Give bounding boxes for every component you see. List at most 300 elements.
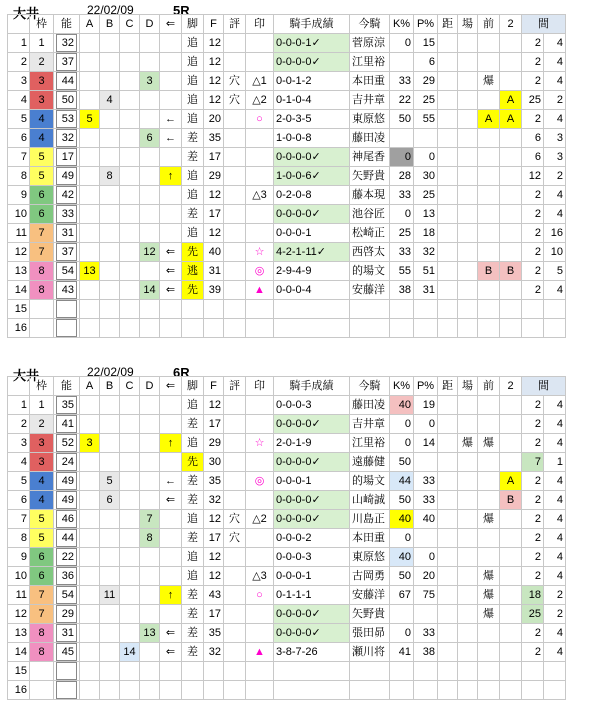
col-d-cell bbox=[140, 567, 160, 586]
jockey-cell: 江里裕 bbox=[350, 434, 390, 453]
col-b-cell bbox=[100, 148, 120, 167]
prev-cell bbox=[478, 300, 500, 319]
mark-cell bbox=[246, 34, 274, 53]
p-percent-cell bbox=[414, 529, 438, 548]
header-15: 距 bbox=[438, 377, 458, 396]
eval-cell bbox=[224, 662, 246, 681]
place-cell bbox=[458, 262, 478, 281]
rating-box bbox=[56, 662, 77, 680]
interval-2-cell: 4 bbox=[544, 567, 566, 586]
table-row bbox=[8, 281, 566, 300]
distance-cell bbox=[438, 472, 458, 491]
leg-cell: 先 bbox=[182, 243, 204, 262]
arrow-cell: ⇐ bbox=[160, 281, 182, 300]
distance-cell bbox=[438, 72, 458, 91]
f-cell: 17 bbox=[204, 205, 224, 224]
p-percent-cell: 25 bbox=[414, 186, 438, 205]
race-table-5r bbox=[7, 14, 566, 338]
mark-cell: △3 bbox=[246, 567, 274, 586]
p-percent-cell: 38 bbox=[414, 643, 438, 662]
two-cell bbox=[500, 167, 522, 186]
col-a-cell bbox=[80, 472, 100, 491]
leg-cell: 追 bbox=[182, 548, 204, 567]
f-cell: 31 bbox=[204, 262, 224, 281]
col-c-cell bbox=[120, 415, 140, 434]
jockey-cell bbox=[350, 300, 390, 319]
header-9: 評 bbox=[224, 377, 246, 396]
f-cell: 40 bbox=[204, 243, 224, 262]
rating-cell bbox=[54, 167, 80, 186]
rating-box: 53 bbox=[56, 110, 77, 128]
p-percent-cell bbox=[414, 319, 438, 338]
jockey-cell: 本田重 bbox=[350, 529, 390, 548]
col-a-cell: 3 bbox=[80, 434, 100, 453]
rating-cell bbox=[54, 491, 80, 510]
rating-cell bbox=[54, 415, 80, 434]
k-percent-cell bbox=[390, 129, 414, 148]
interval-1-cell bbox=[522, 300, 544, 319]
leg-cell: 先 bbox=[182, 281, 204, 300]
eval-cell bbox=[224, 129, 246, 148]
mark-cell bbox=[246, 453, 274, 472]
two-cell bbox=[500, 415, 522, 434]
rating-box: 36 bbox=[56, 567, 77, 585]
two-cell bbox=[500, 510, 522, 529]
header-19: 間 bbox=[522, 15, 566, 34]
race-label: 6R bbox=[173, 365, 190, 380]
col-d-cell bbox=[140, 53, 160, 72]
p-percent-cell: 20 bbox=[414, 567, 438, 586]
leg-cell: 差 bbox=[182, 529, 204, 548]
arrow-cell bbox=[160, 186, 182, 205]
header-8: F bbox=[204, 377, 224, 396]
col-a-cell bbox=[80, 453, 100, 472]
prev-cell bbox=[478, 148, 500, 167]
k-percent-cell: 50 bbox=[390, 453, 414, 472]
place-cell bbox=[458, 148, 478, 167]
f-cell: 12 bbox=[204, 224, 224, 243]
two-cell bbox=[500, 53, 522, 72]
rating-cell bbox=[54, 472, 80, 491]
jockey-cell: 遠藤健 bbox=[350, 453, 390, 472]
row-number: 8 bbox=[8, 529, 30, 548]
col-b-cell: 4 bbox=[100, 91, 120, 110]
frame-cell: 7 bbox=[30, 243, 54, 262]
rating-box: 22 bbox=[56, 548, 77, 566]
col-d-cell: 14 bbox=[140, 281, 160, 300]
rating-cell bbox=[54, 110, 80, 129]
rating-cell bbox=[54, 243, 80, 262]
k-percent-cell: 0 bbox=[390, 34, 414, 53]
table-row bbox=[8, 681, 566, 700]
venue-label: 大井 bbox=[13, 368, 40, 383]
mark-cell bbox=[246, 396, 274, 415]
k-percent-cell: 44 bbox=[390, 472, 414, 491]
leg-cell: 差 bbox=[182, 624, 204, 643]
col-d-cell bbox=[140, 319, 160, 338]
prev-cell bbox=[478, 548, 500, 567]
place-cell bbox=[458, 510, 478, 529]
jockey-cell bbox=[350, 319, 390, 338]
prev-cell bbox=[478, 205, 500, 224]
interval-1-cell: 6 bbox=[522, 148, 544, 167]
two-cell: A bbox=[500, 91, 522, 110]
k-percent-cell: 50 bbox=[390, 567, 414, 586]
col-a-cell bbox=[80, 205, 100, 224]
header-12: 今騎 bbox=[350, 377, 390, 396]
arrow-cell: ← bbox=[160, 129, 182, 148]
col-c-cell bbox=[120, 529, 140, 548]
frame-cell: 3 bbox=[30, 72, 54, 91]
place-cell bbox=[458, 53, 478, 72]
jockey-record-cell: 0-0-1-2 bbox=[274, 72, 350, 91]
prev-cell: B bbox=[478, 262, 500, 281]
interval-2-cell: 3 bbox=[544, 148, 566, 167]
prev-cell: A bbox=[478, 110, 500, 129]
col-b-cell bbox=[100, 624, 120, 643]
prev-cell bbox=[478, 224, 500, 243]
col-d-cell bbox=[140, 167, 160, 186]
frame-cell: 4 bbox=[30, 110, 54, 129]
arrow-cell bbox=[160, 148, 182, 167]
place-cell bbox=[458, 300, 478, 319]
p-percent-cell: 33 bbox=[414, 491, 438, 510]
col-c-cell bbox=[120, 586, 140, 605]
distance-cell bbox=[438, 529, 458, 548]
table-row bbox=[8, 586, 566, 605]
col-c-cell bbox=[120, 300, 140, 319]
p-percent-cell bbox=[414, 300, 438, 319]
table-row bbox=[8, 662, 566, 681]
interval-2-cell: 10 bbox=[544, 243, 566, 262]
p-percent-cell: 0 bbox=[414, 148, 438, 167]
rating-cell bbox=[54, 643, 80, 662]
place-cell bbox=[458, 91, 478, 110]
col-a-cell bbox=[80, 129, 100, 148]
f-cell: 35 bbox=[204, 472, 224, 491]
distance-cell bbox=[438, 53, 458, 72]
rating-box: 46 bbox=[56, 510, 77, 528]
col-c-cell bbox=[120, 510, 140, 529]
arrow-cell bbox=[160, 72, 182, 91]
header-15: 距 bbox=[438, 15, 458, 34]
mark-cell: ▲ bbox=[246, 643, 274, 662]
row-number: 7 bbox=[8, 148, 30, 167]
header-3: B bbox=[100, 15, 120, 34]
rating-cell bbox=[54, 548, 80, 567]
leg-cell: 差 bbox=[182, 129, 204, 148]
interval-2-cell: 4 bbox=[544, 415, 566, 434]
k-percent-cell: 50 bbox=[390, 491, 414, 510]
jockey-record-cell: 1-0-0-6✓ bbox=[274, 167, 350, 186]
eval-cell bbox=[224, 110, 246, 129]
col-d-cell bbox=[140, 110, 160, 129]
interval-1-cell: 2 bbox=[522, 510, 544, 529]
distance-cell bbox=[438, 319, 458, 338]
header-corner bbox=[8, 377, 30, 396]
place-cell bbox=[458, 662, 478, 681]
two-cell: A bbox=[500, 472, 522, 491]
k-percent-cell: 0 bbox=[390, 624, 414, 643]
table-row bbox=[8, 34, 566, 53]
interval-1-cell: 2 bbox=[522, 567, 544, 586]
leg-cell bbox=[182, 681, 204, 700]
mark-cell bbox=[246, 662, 274, 681]
col-d-cell bbox=[140, 300, 160, 319]
p-percent-cell bbox=[414, 681, 438, 700]
table-row bbox=[8, 434, 566, 453]
k-percent-cell: 0 bbox=[390, 148, 414, 167]
jockey-record-cell: 2-9-4-9 bbox=[274, 262, 350, 281]
col-b-cell bbox=[100, 396, 120, 415]
eval-cell bbox=[224, 205, 246, 224]
table-row bbox=[8, 453, 566, 472]
p-percent-cell: 75 bbox=[414, 586, 438, 605]
two-cell bbox=[500, 300, 522, 319]
col-b-cell bbox=[100, 662, 120, 681]
interval-2-cell: 4 bbox=[544, 205, 566, 224]
prev-cell bbox=[478, 662, 500, 681]
leg-cell: 先 bbox=[182, 453, 204, 472]
p-percent-cell: 33 bbox=[414, 472, 438, 491]
f-cell: 12 bbox=[204, 186, 224, 205]
mark-cell bbox=[246, 415, 274, 434]
f-cell: 17 bbox=[204, 415, 224, 434]
leg-cell: 差 bbox=[182, 605, 204, 624]
interval-2-cell bbox=[544, 662, 566, 681]
interval-1-cell: 2 bbox=[522, 262, 544, 281]
header-17: 前 bbox=[478, 15, 500, 34]
rating-box bbox=[56, 300, 77, 318]
place-cell bbox=[458, 491, 478, 510]
row-number: 11 bbox=[8, 586, 30, 605]
jockey-record-cell: 0-1-1-1 bbox=[274, 586, 350, 605]
col-d-cell bbox=[140, 586, 160, 605]
jockey-cell: 神尾香 bbox=[350, 148, 390, 167]
rating-cell bbox=[54, 281, 80, 300]
interval-1-cell: 2 bbox=[522, 224, 544, 243]
two-cell: B bbox=[500, 262, 522, 281]
k-percent-cell: 0 bbox=[390, 415, 414, 434]
race-table-6r bbox=[7, 376, 566, 700]
eval-cell: 穴 bbox=[224, 91, 246, 110]
two-cell bbox=[500, 205, 522, 224]
frame-cell: 3 bbox=[30, 453, 54, 472]
frame-cell: 6 bbox=[30, 186, 54, 205]
f-cell: 29 bbox=[204, 167, 224, 186]
col-c-cell bbox=[120, 319, 140, 338]
leg-cell: 追 bbox=[182, 110, 204, 129]
col-a-cell bbox=[80, 148, 100, 167]
distance-cell bbox=[438, 643, 458, 662]
interval-1-cell bbox=[522, 681, 544, 700]
interval-2-cell: 2 bbox=[544, 586, 566, 605]
distance-cell bbox=[438, 453, 458, 472]
k-percent-cell bbox=[390, 662, 414, 681]
jockey-record-cell: 0-0-0-0✓ bbox=[274, 624, 350, 643]
arrow-cell: ← bbox=[160, 110, 182, 129]
place-cell bbox=[458, 624, 478, 643]
col-a-cell bbox=[80, 605, 100, 624]
frame-cell: 8 bbox=[30, 643, 54, 662]
f-cell: 43 bbox=[204, 586, 224, 605]
col-a-cell bbox=[80, 681, 100, 700]
frame-cell bbox=[30, 319, 54, 338]
rating-box: 32 bbox=[56, 129, 77, 147]
mark-cell: ☆ bbox=[246, 434, 274, 453]
distance-cell bbox=[438, 681, 458, 700]
two-cell bbox=[500, 281, 522, 300]
col-d-cell bbox=[140, 662, 160, 681]
table-row bbox=[8, 110, 566, 129]
leg-cell: 追 bbox=[182, 224, 204, 243]
two-cell bbox=[500, 643, 522, 662]
col-b-cell bbox=[100, 548, 120, 567]
col-d-cell bbox=[140, 434, 160, 453]
jockey-record-cell: 2-0-3-5 bbox=[274, 110, 350, 129]
k-percent-cell: 55 bbox=[390, 262, 414, 281]
distance-cell bbox=[438, 205, 458, 224]
prev-cell bbox=[478, 186, 500, 205]
col-d-cell: 13 bbox=[140, 624, 160, 643]
col-a-cell bbox=[80, 224, 100, 243]
two-cell bbox=[500, 681, 522, 700]
jockey-cell: 吉井章 bbox=[350, 415, 390, 434]
arrow-cell bbox=[160, 662, 182, 681]
interval-2-cell: 2 bbox=[544, 605, 566, 624]
col-d-cell bbox=[140, 396, 160, 415]
prev-cell bbox=[478, 34, 500, 53]
p-percent-cell: 29 bbox=[414, 72, 438, 91]
row-number: 1 bbox=[8, 396, 30, 415]
k-percent-cell: 22 bbox=[390, 91, 414, 110]
arrow-cell: ⇐ bbox=[160, 243, 182, 262]
mark-cell bbox=[246, 129, 274, 148]
col-b-cell bbox=[100, 415, 120, 434]
frame-cell: 7 bbox=[30, 605, 54, 624]
eval-cell bbox=[224, 186, 246, 205]
prev-cell bbox=[478, 281, 500, 300]
eval-cell bbox=[224, 624, 246, 643]
p-percent-cell: 33 bbox=[414, 624, 438, 643]
table-row bbox=[8, 491, 566, 510]
p-percent-cell bbox=[414, 453, 438, 472]
mark-cell bbox=[246, 624, 274, 643]
header-0: 枠 bbox=[30, 377, 54, 396]
interval-2-cell: 4 bbox=[544, 434, 566, 453]
p-percent-cell: 18 bbox=[414, 224, 438, 243]
col-c-cell bbox=[120, 453, 140, 472]
p-percent-cell: 40 bbox=[414, 510, 438, 529]
arrow-cell: ↑ bbox=[160, 434, 182, 453]
jockey-record-cell: 0-0-0-4 bbox=[274, 281, 350, 300]
interval-2-cell: 5 bbox=[544, 262, 566, 281]
p-percent-cell: 0 bbox=[414, 548, 438, 567]
table-row bbox=[8, 510, 566, 529]
rating-box: 42 bbox=[56, 186, 77, 204]
k-percent-cell: 0 bbox=[390, 205, 414, 224]
mark-cell: ○ bbox=[246, 586, 274, 605]
interval-1-cell: 6 bbox=[522, 129, 544, 148]
frame-cell: 1 bbox=[30, 34, 54, 53]
distance-cell bbox=[438, 300, 458, 319]
row-number: 13 bbox=[8, 262, 30, 281]
interval-1-cell: 2 bbox=[522, 243, 544, 262]
arrow-cell bbox=[160, 415, 182, 434]
arrow-cell bbox=[160, 319, 182, 338]
col-c-cell bbox=[120, 434, 140, 453]
mark-cell: ☆ bbox=[246, 243, 274, 262]
col-c-cell bbox=[120, 224, 140, 243]
place-cell bbox=[458, 586, 478, 605]
two-cell bbox=[500, 129, 522, 148]
place-cell bbox=[458, 453, 478, 472]
header-corner bbox=[8, 15, 30, 34]
prev-cell: 爆 bbox=[478, 586, 500, 605]
jockey-cell: 吉井章 bbox=[350, 91, 390, 110]
distance-cell bbox=[438, 34, 458, 53]
row-number: 6 bbox=[8, 129, 30, 148]
leg-cell bbox=[182, 662, 204, 681]
table-row bbox=[8, 262, 566, 281]
eval-cell bbox=[224, 453, 246, 472]
leg-cell bbox=[182, 319, 204, 338]
col-b-cell: 5 bbox=[100, 472, 120, 491]
frame-cell: 4 bbox=[30, 129, 54, 148]
k-percent-cell bbox=[390, 319, 414, 338]
header-2: A bbox=[80, 15, 100, 34]
prev-cell bbox=[478, 415, 500, 434]
distance-cell bbox=[438, 415, 458, 434]
f-cell: 35 bbox=[204, 624, 224, 643]
rating-cell bbox=[54, 205, 80, 224]
col-b-cell bbox=[100, 110, 120, 129]
table-row bbox=[8, 129, 566, 148]
header-4: C bbox=[120, 377, 140, 396]
distance-cell bbox=[438, 586, 458, 605]
frame-cell: 2 bbox=[30, 415, 54, 434]
arrow-cell: ↑ bbox=[160, 167, 182, 186]
col-a-cell bbox=[80, 415, 100, 434]
interval-1-cell bbox=[522, 662, 544, 681]
k-percent-cell bbox=[390, 53, 414, 72]
col-c-cell bbox=[120, 262, 140, 281]
col-a-cell bbox=[80, 624, 100, 643]
interval-1-cell: 2 bbox=[522, 434, 544, 453]
jockey-cell: 瀬川将 bbox=[350, 643, 390, 662]
col-c-cell bbox=[120, 110, 140, 129]
col-d-cell: 12 bbox=[140, 243, 160, 262]
two-cell bbox=[500, 72, 522, 91]
col-d-cell bbox=[140, 605, 160, 624]
col-b-cell bbox=[100, 186, 120, 205]
prev-cell: 爆 bbox=[478, 72, 500, 91]
eval-cell bbox=[224, 319, 246, 338]
jockey-record-cell bbox=[274, 681, 350, 700]
leg-cell bbox=[182, 300, 204, 319]
table-row bbox=[8, 72, 566, 91]
rating-cell bbox=[54, 72, 80, 91]
mark-cell bbox=[246, 167, 274, 186]
col-a-cell bbox=[80, 548, 100, 567]
rating-box bbox=[56, 319, 77, 337]
col-a-cell bbox=[80, 91, 100, 110]
jockey-cell: 菅原涼 bbox=[350, 34, 390, 53]
table-row bbox=[8, 53, 566, 72]
two-cell bbox=[500, 434, 522, 453]
interval-2-cell: 4 bbox=[544, 624, 566, 643]
jockey-record-cell: 0-0-0-1✓ bbox=[274, 34, 350, 53]
